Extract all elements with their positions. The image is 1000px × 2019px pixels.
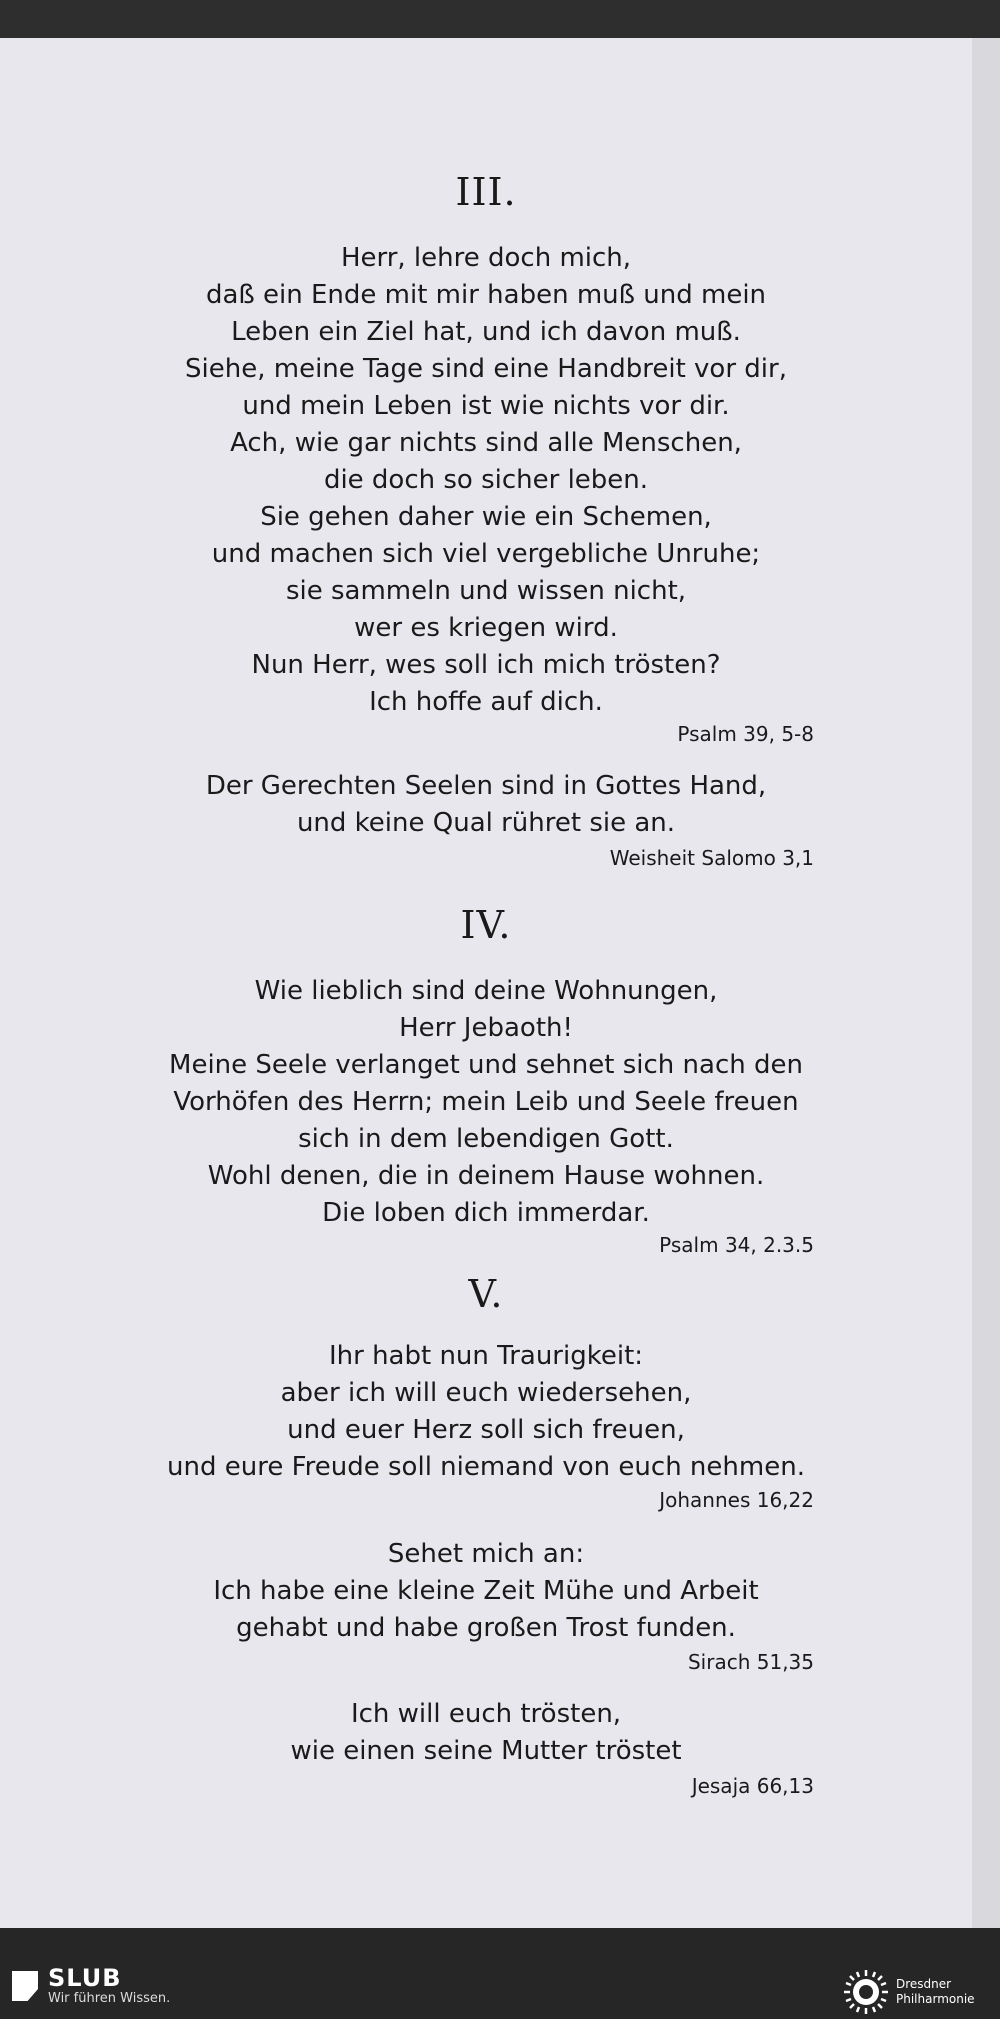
section-iv-numeral: IV.	[460, 903, 512, 947]
verse-line: die doch so sicher leben.	[323, 465, 649, 495]
section-v-text-2	[0, 1536, 972, 1647]
verse-line: Ich habe eine kleine Zeit Mühe und Arbeit	[213, 1576, 759, 1606]
verse-line: Meine Seele verlanget und sehnet sich nach den	[169, 1050, 803, 1080]
verse-line: Ich will euch trösten,	[350, 1699, 622, 1729]
verse-line: gehabt und habe großen Trost funden.	[236, 1613, 736, 1643]
phil-line-1: Dresdner	[896, 1977, 952, 1991]
philharmonie-logo[interactable]	[842, 1968, 975, 2016]
verse-line: Sie gehen daher wie ein Schemen,	[260, 502, 712, 532]
verse-line: und keine Qual rühret sie an.	[296, 808, 676, 838]
phil-line-2: Philharmonie	[896, 1992, 975, 2006]
verse-line: Wie lieblich sind deine Wohnungen,	[254, 976, 718, 1006]
slub-title: SLUB	[48, 1964, 122, 1992]
page-edge	[972, 38, 1000, 1928]
scripture-reference: Jesaja 66,13	[691, 1774, 814, 1798]
sunburst-icon	[842, 1968, 890, 2016]
scripture-reference: Psalm 34, 2.3.5	[659, 1233, 814, 1257]
verse-line: wer es kriegen wird.	[354, 613, 618, 643]
top-bar	[0, 0, 1000, 38]
verse-line: Wohl denen, die in deinem Hause wohnen.	[207, 1161, 765, 1191]
scripture-reference: Psalm 39, 5-8	[677, 722, 814, 746]
section-v-text-3	[0, 1696, 972, 1770]
verse-line: wie einen seine Mutter tröstet	[290, 1736, 682, 1766]
scripture-reference: Johannes 16,22	[659, 1488, 814, 1512]
section-iii-text-2	[0, 768, 972, 842]
verse-line: und euer Herz soll sich freuen,	[287, 1415, 685, 1445]
slub-mark-icon	[12, 1971, 38, 2001]
section-v-text	[0, 1338, 972, 1486]
slub-logo[interactable]	[12, 1965, 170, 2007]
scripture-reference: Weisheit Salomo 3,1	[609, 846, 814, 870]
verse-line: Leben ein Ziel hat, und ich davon muß.	[231, 317, 741, 347]
verse-line: daß ein Ende mit mir haben muß und mein	[205, 280, 767, 310]
section-iii-numeral: III.	[455, 170, 517, 214]
verse-line: Ich hoffe auf dich.	[369, 687, 603, 717]
verse-line: Ach, wie gar nichts sind alle Menschen,	[230, 428, 742, 458]
section-iv-text	[0, 973, 972, 1232]
verse-line: Siehe, meine Tage sind eine Handbreit vor dir,	[185, 354, 787, 384]
verse-line: aber ich will euch wiedersehen,	[280, 1378, 692, 1408]
section-iii-text	[0, 240, 972, 721]
verse-line: Sehet mich an:	[387, 1539, 585, 1569]
slub-tagline: Wir führen Wissen.	[48, 1991, 171, 2006]
section-v-numeral: V.	[468, 1272, 504, 1316]
verse-line: sie sammeln und wissen nicht,	[285, 576, 687, 606]
verse-line: Herr Jebaoth!	[399, 1013, 573, 1043]
scripture-reference: Sirach 51,35	[687, 1650, 814, 1674]
verse-line: sich in dem lebendigen Gott.	[298, 1124, 674, 1154]
verse-line: und eure Freude soll niemand von euch nehmen.	[167, 1452, 805, 1482]
verse-line: Ihr habt nun Traurigkeit:	[328, 1341, 644, 1371]
verse-line: Herr, lehre doch mich,	[340, 243, 632, 273]
verse-line: Nun Herr, wes soll ich mich trösten?	[251, 650, 721, 680]
verse-line: Der Gerechten Seelen sind in Gottes Hand,	[205, 771, 767, 801]
verse-line: Vorhöfen des Herrn; mein Leib und Seele freuen	[173, 1087, 799, 1117]
verse-line: und machen sich viel vergebliche Unruhe;	[211, 539, 761, 569]
verse-line: und mein Leben ist wie nichts vor dir.	[242, 391, 730, 421]
verse-line: Die loben dich immerdar.	[322, 1198, 650, 1228]
